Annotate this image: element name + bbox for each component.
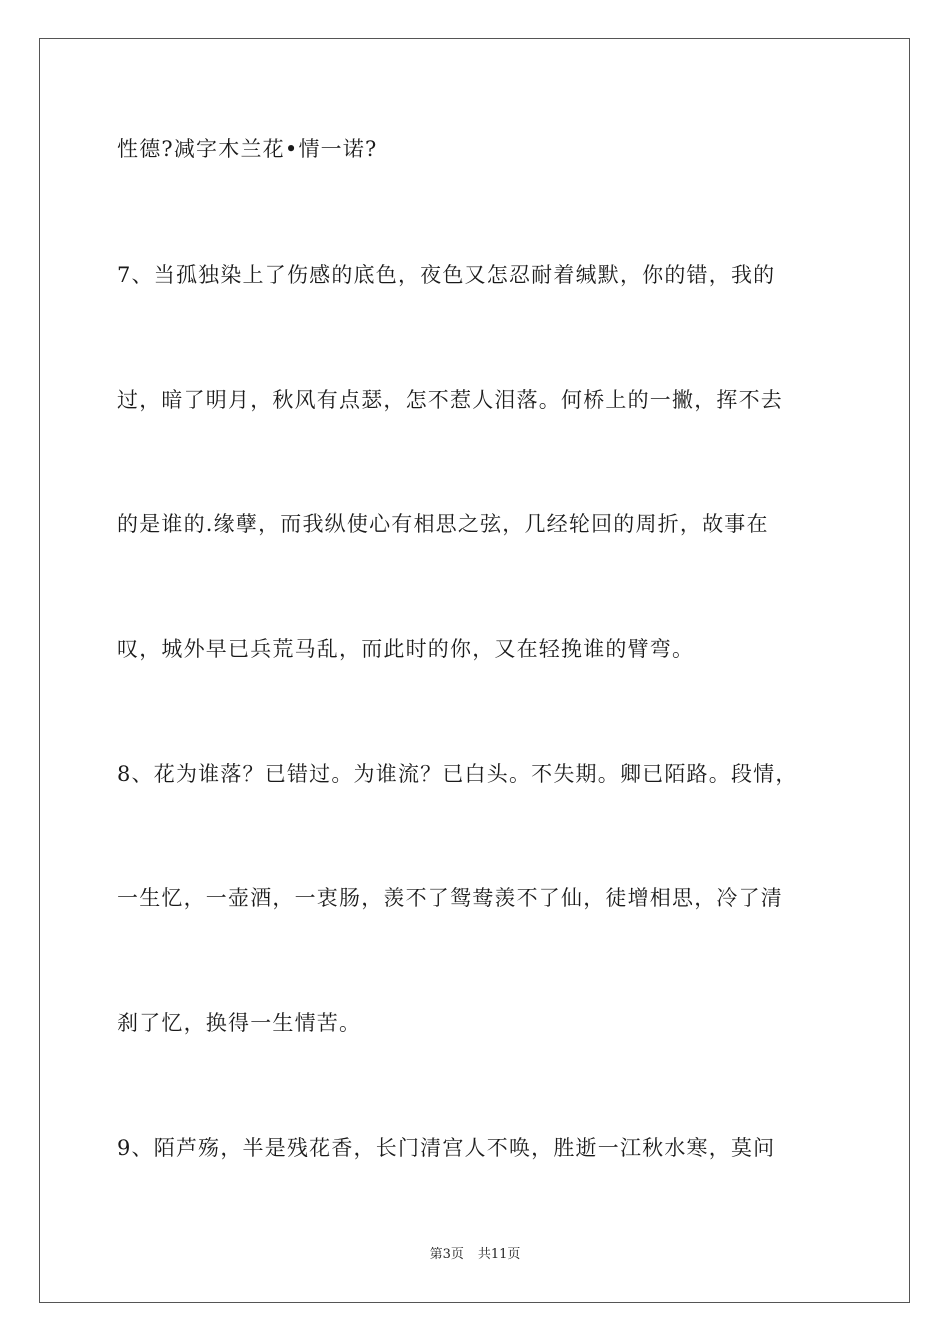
page-footer [0,1246,950,1264]
page-number-total: 共11页 [477,1247,521,1262]
text-line-6: 8、花为谁落？已错过。为谁流？已白头。不失期。卿已陌路。段情， [117,762,798,786]
page-number-current: 第3页 [429,1247,464,1262]
text-line-4: 的是谁的.缘孽，而我纵使心有相思之弦，几经轮回的周折，故事在 [117,512,769,536]
text-line-1: 性德?减字木兰花•情一诺? [117,137,378,161]
text-line-8: 刹了忆，换得一生情苦。 [117,1011,362,1035]
text-line-3: 过，暗了明月，秋风有点瑟，怎不惹人泪落。何桥上的一撇，挥不去 [117,388,783,412]
page-border [39,38,910,1303]
text-line-7: 一生忆，一壶酒，一衷肠，羡不了鸳鸯羡不了仙，徒增相思，冷了清 [117,886,783,910]
text-line-2: 7、当孤独染上了伤感的底色，夜色又怎忍耐着缄默，你的错，我的 [117,263,776,287]
text-line-9: 9、陌芦殇，半是残花香，长门清宫人不唤，胜逝一江秋水寒，莫问 [117,1136,776,1160]
text-line-5: 叹，城外早已兵荒马乱，而此时的你，又在轻挽谁的臂弯。 [117,637,695,661]
